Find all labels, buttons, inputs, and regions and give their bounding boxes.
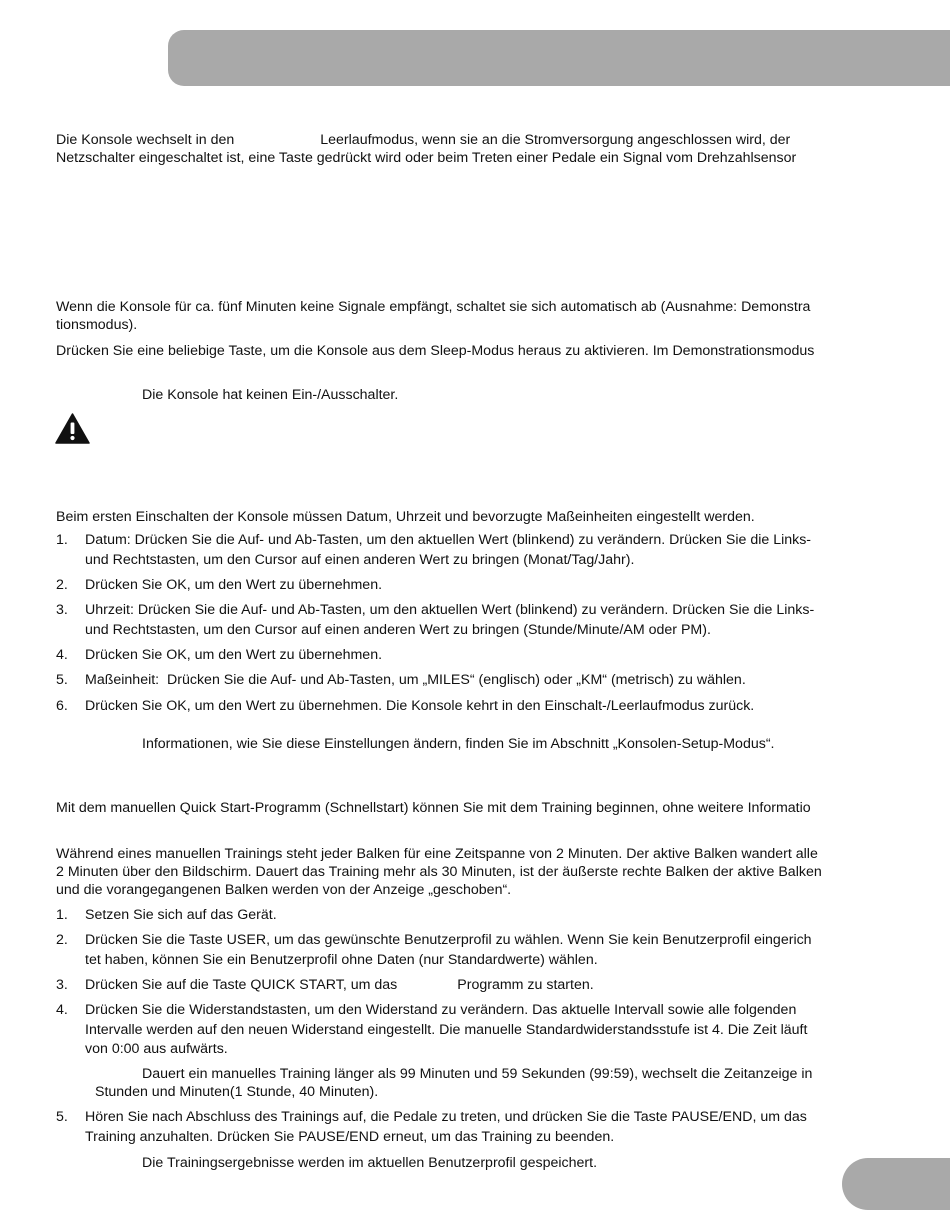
header-bar bbox=[168, 30, 950, 86]
step-text: Training anzuhalten. Drücken Sie PAUSE/END erneut, um das Training zu beenden. bbox=[85, 1128, 615, 1145]
step-text: Maßeinheit: Drücken Sie die Auf- und Ab-Tasten, um „MILES“ (englisch) oder „KM“ (metrisch) zu wählen. bbox=[85, 672, 746, 688]
sleep-paragraph-2: Drücken Sie eine beliebige Taste, um die Konsole aus dem Sleep-Modus heraus zu aktivieren. Im Demonstrationsmodus bbox=[56, 343, 815, 359]
step-text: und Rechtstasten, um den Cursor auf einen anderen Wert zu bringen (Stunde/Minute/AM oder PM). bbox=[85, 621, 711, 638]
setup-step-1 bbox=[56, 531, 916, 570]
step-text: Drücken Sie OK, um den Wert zu übernehmen. bbox=[85, 577, 383, 593]
step-number: 4. bbox=[56, 1002, 68, 1018]
setup-step-4 bbox=[56, 646, 916, 666]
step-number: 6. bbox=[56, 698, 68, 714]
quickstart-intro: Mit dem manuellen Quick Start-Programm (Schnellstart) können Sie mit dem Training beginnen, ohne weitere Informatio bbox=[56, 800, 811, 816]
sleep-line-2: tionsmodus). bbox=[56, 317, 138, 333]
quickstart-note-2: Die Trainingsergebnisse werden im aktuellen Benutzerprofil gespeichert. bbox=[142, 1155, 598, 1171]
quickstart-desc-line-2: 2 Minuten über den Bildschirm. Dauert das Training mehr als 30 Minuten, ist der äußerste rechte Balken der aktive Balken bbox=[56, 864, 822, 880]
quickstart-note-1-line-1: Dauert ein manuelles Training länger als 99 Minuten und 59 Sekunden (99:59), wechselt die Zeitanzeige in bbox=[142, 1066, 813, 1082]
step-number: 1. bbox=[56, 532, 68, 548]
sleep-note: Die Konsole hat keinen Ein-/Ausschalter. bbox=[142, 387, 399, 403]
step-text: Drücken Sie auf die Taste QUICK START, um das Programm zu starten. bbox=[85, 977, 594, 993]
quickstart-step-1 bbox=[56, 906, 916, 926]
step-text: Drücken Sie OK, um den Wert zu übernehmen. Die Konsole kehrt in den Einschalt-/Leerlaufmodus zurück. bbox=[85, 698, 755, 714]
step-number: 5. bbox=[56, 1109, 68, 1125]
quickstart-note-1-line-2: Stunden und Minuten(1 Stunde, 40 Minuten). bbox=[95, 1084, 379, 1100]
step-number: 2. bbox=[56, 932, 68, 948]
setup-note: Informationen, wie Sie diese Einstellungen ändern, finden Sie im Abschnitt „Konsolen-Setup-Modus“. bbox=[142, 736, 775, 752]
step-number: 5. bbox=[56, 672, 68, 688]
step-number: 3. bbox=[56, 602, 68, 618]
step-text: Datum: Drücken Sie die Auf- und Ab-Tasten, um den aktuellen Wert (blinkend) zu verändern. Drücken Sie die Links- bbox=[85, 532, 812, 548]
quickstart-step-4 bbox=[56, 1001, 916, 1060]
step-text: Setzen Sie sich auf das Gerät. bbox=[85, 907, 277, 923]
intro-line-2: Netzschalter eingeschaltet ist, eine Taste gedrückt wird oder beim Treten einer Pedale ein Signal vom Drehzahlsensor bbox=[56, 150, 797, 166]
step-text: Intervalle werden auf den neuen Widerstand eingestellt. Die manuelle Standardwiderstandsstufe ist 4. Die Zeit läuft bbox=[85, 1021, 808, 1038]
step-text: tet haben, können Sie ein Benutzerprofil ohne Daten (nur Standardwerte) wählen. bbox=[85, 951, 598, 968]
quickstart-step-5 bbox=[56, 1108, 916, 1147]
step-text: Drücken Sie die Widerstandstasten, um den Widerstand zu verändern. Das aktuelle Intervall sowie alle folgenden bbox=[85, 1002, 797, 1018]
quickstart-step-3 bbox=[56, 976, 916, 996]
quickstart-step-2 bbox=[56, 931, 916, 970]
step-text: Uhrzeit: Drücken Sie die Auf- und Ab-Tasten, um den aktuellen Wert (blinkend) zu verändern. Drücken Sie die Links- bbox=[85, 602, 815, 618]
quickstart-desc-line-3: und die vorangegangenen Balken werden von der Anzeige „geschoben“. bbox=[56, 882, 512, 898]
warning-icon bbox=[55, 413, 90, 444]
step-text: Hören Sie nach Abschluss des Trainings auf, die Pedale zu treten, und drücken Sie die Taste PAUSE/END, um das bbox=[85, 1109, 807, 1125]
sleep-line-1: Wenn die Konsole für ca. fünf Minuten keine Signale empfängt, schaltet sie sich automatisch ab (Ausnahme: Demonstra bbox=[56, 299, 811, 315]
step-number: 1. bbox=[56, 907, 68, 923]
setup-step-3 bbox=[56, 601, 916, 640]
setup-step-2 bbox=[56, 576, 916, 596]
step-text: Drücken Sie die Taste USER, um das gewünschte Benutzerprofil zu wählen. Wenn Sie kein Benutzerprofil eingerich bbox=[85, 932, 812, 948]
step-text: Drücken Sie OK, um den Wert zu übernehmen. bbox=[85, 647, 383, 663]
page-number-tab bbox=[842, 1158, 950, 1210]
quickstart-desc-line-1: Während eines manuellen Trainings steht jeder Balken für eine Zeitspanne von 2 Minuten. Der aktive Balken wandert alle bbox=[56, 846, 818, 862]
setup-step-6 bbox=[56, 697, 916, 717]
step-number: 2. bbox=[56, 577, 68, 593]
step-number: 4. bbox=[56, 647, 68, 663]
step-text: und Rechtstasten, um den Cursor auf einen anderen Wert zu bringen (Monat/Tag/Jahr). bbox=[85, 551, 635, 568]
step-number: 3. bbox=[56, 977, 68, 993]
intro-line-1: Die Konsole wechselt in den Leerlaufmodus, wenn sie an die Stromversorgung angeschlossen wird, der bbox=[56, 132, 791, 148]
setup-step-5 bbox=[56, 671, 916, 691]
step-text: von 0:00 aus aufwärts. bbox=[85, 1041, 228, 1057]
setup-intro: Beim ersten Einschalten der Konsole müssen Datum, Uhrzeit und bevorzugte Maßeinheiten eingestellt werden. bbox=[56, 509, 755, 525]
